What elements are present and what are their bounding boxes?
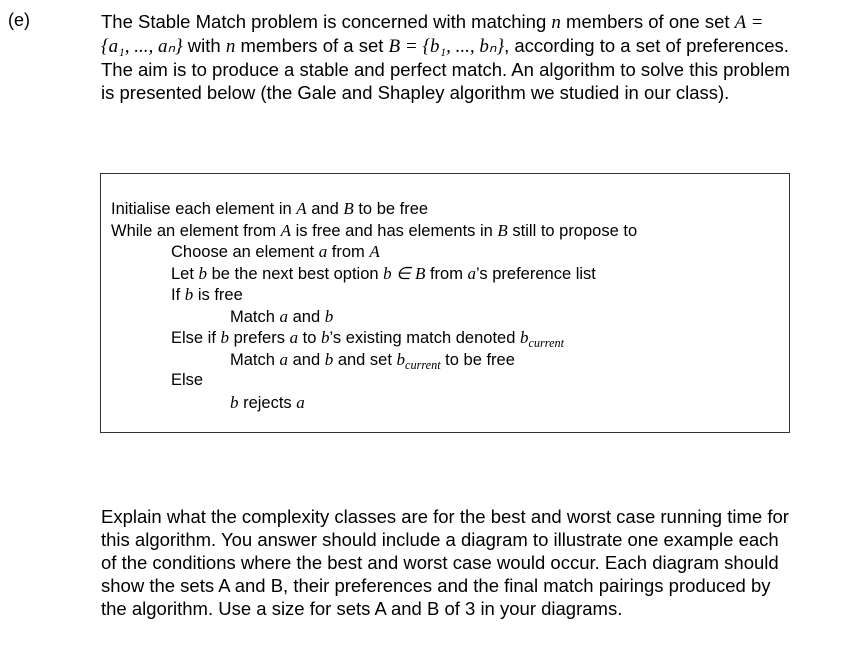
intro-paragraph: The Stable Match problem is concerned with matching n members of one set A = {a₁, ..., aₙ} with n members of a set B = {b₁, ..., bₙ}, according to a set of preferences. The aim is to produce a stable and perfect match. An algorithm to solve this problem is presented below (the Gale and Shapley algorithm we studied in our class).: [101, 11, 790, 103]
question-paragraph: Explain what the complexity classes are for the best and worst case running time for this algorithm. You answer should include a diagram to illustrate one example each of the conditions where the best and worst case would occur. Each diagram should show the sets A and B, their preferences and the final match pairings produced by the algorithm. Use a size for sets A and B of 3 in your diagrams.: [101, 506, 789, 619]
algo-line: Else if b prefers a to b’s existing match denoted $b_{current}$: [171, 328, 565, 350]
algorithm-box: [100, 173, 790, 433]
algo-line: Match a and b: [230, 306, 334, 326]
algo-line: Let b be the next best option b ∈ B from a’s preference list: [171, 263, 596, 283]
algo-line: Initialise each element in A and B to be free: [111, 199, 429, 218]
algo-line: While an element from A is free and has elements in B still to propose to: [111, 220, 638, 240]
algo-line: Match a and b and set $b_{current}$ to be free: [230, 349, 515, 372]
algo-line: If b is free: [171, 285, 243, 304]
algo-line: Choose an element a from A: [171, 242, 380, 261]
algorithm-pseudocode: [111, 198, 637, 413]
algo-line: b rejects a: [230, 392, 305, 412]
algo-line: Else: [171, 371, 204, 389]
part-label: (e): [8, 10, 30, 30]
